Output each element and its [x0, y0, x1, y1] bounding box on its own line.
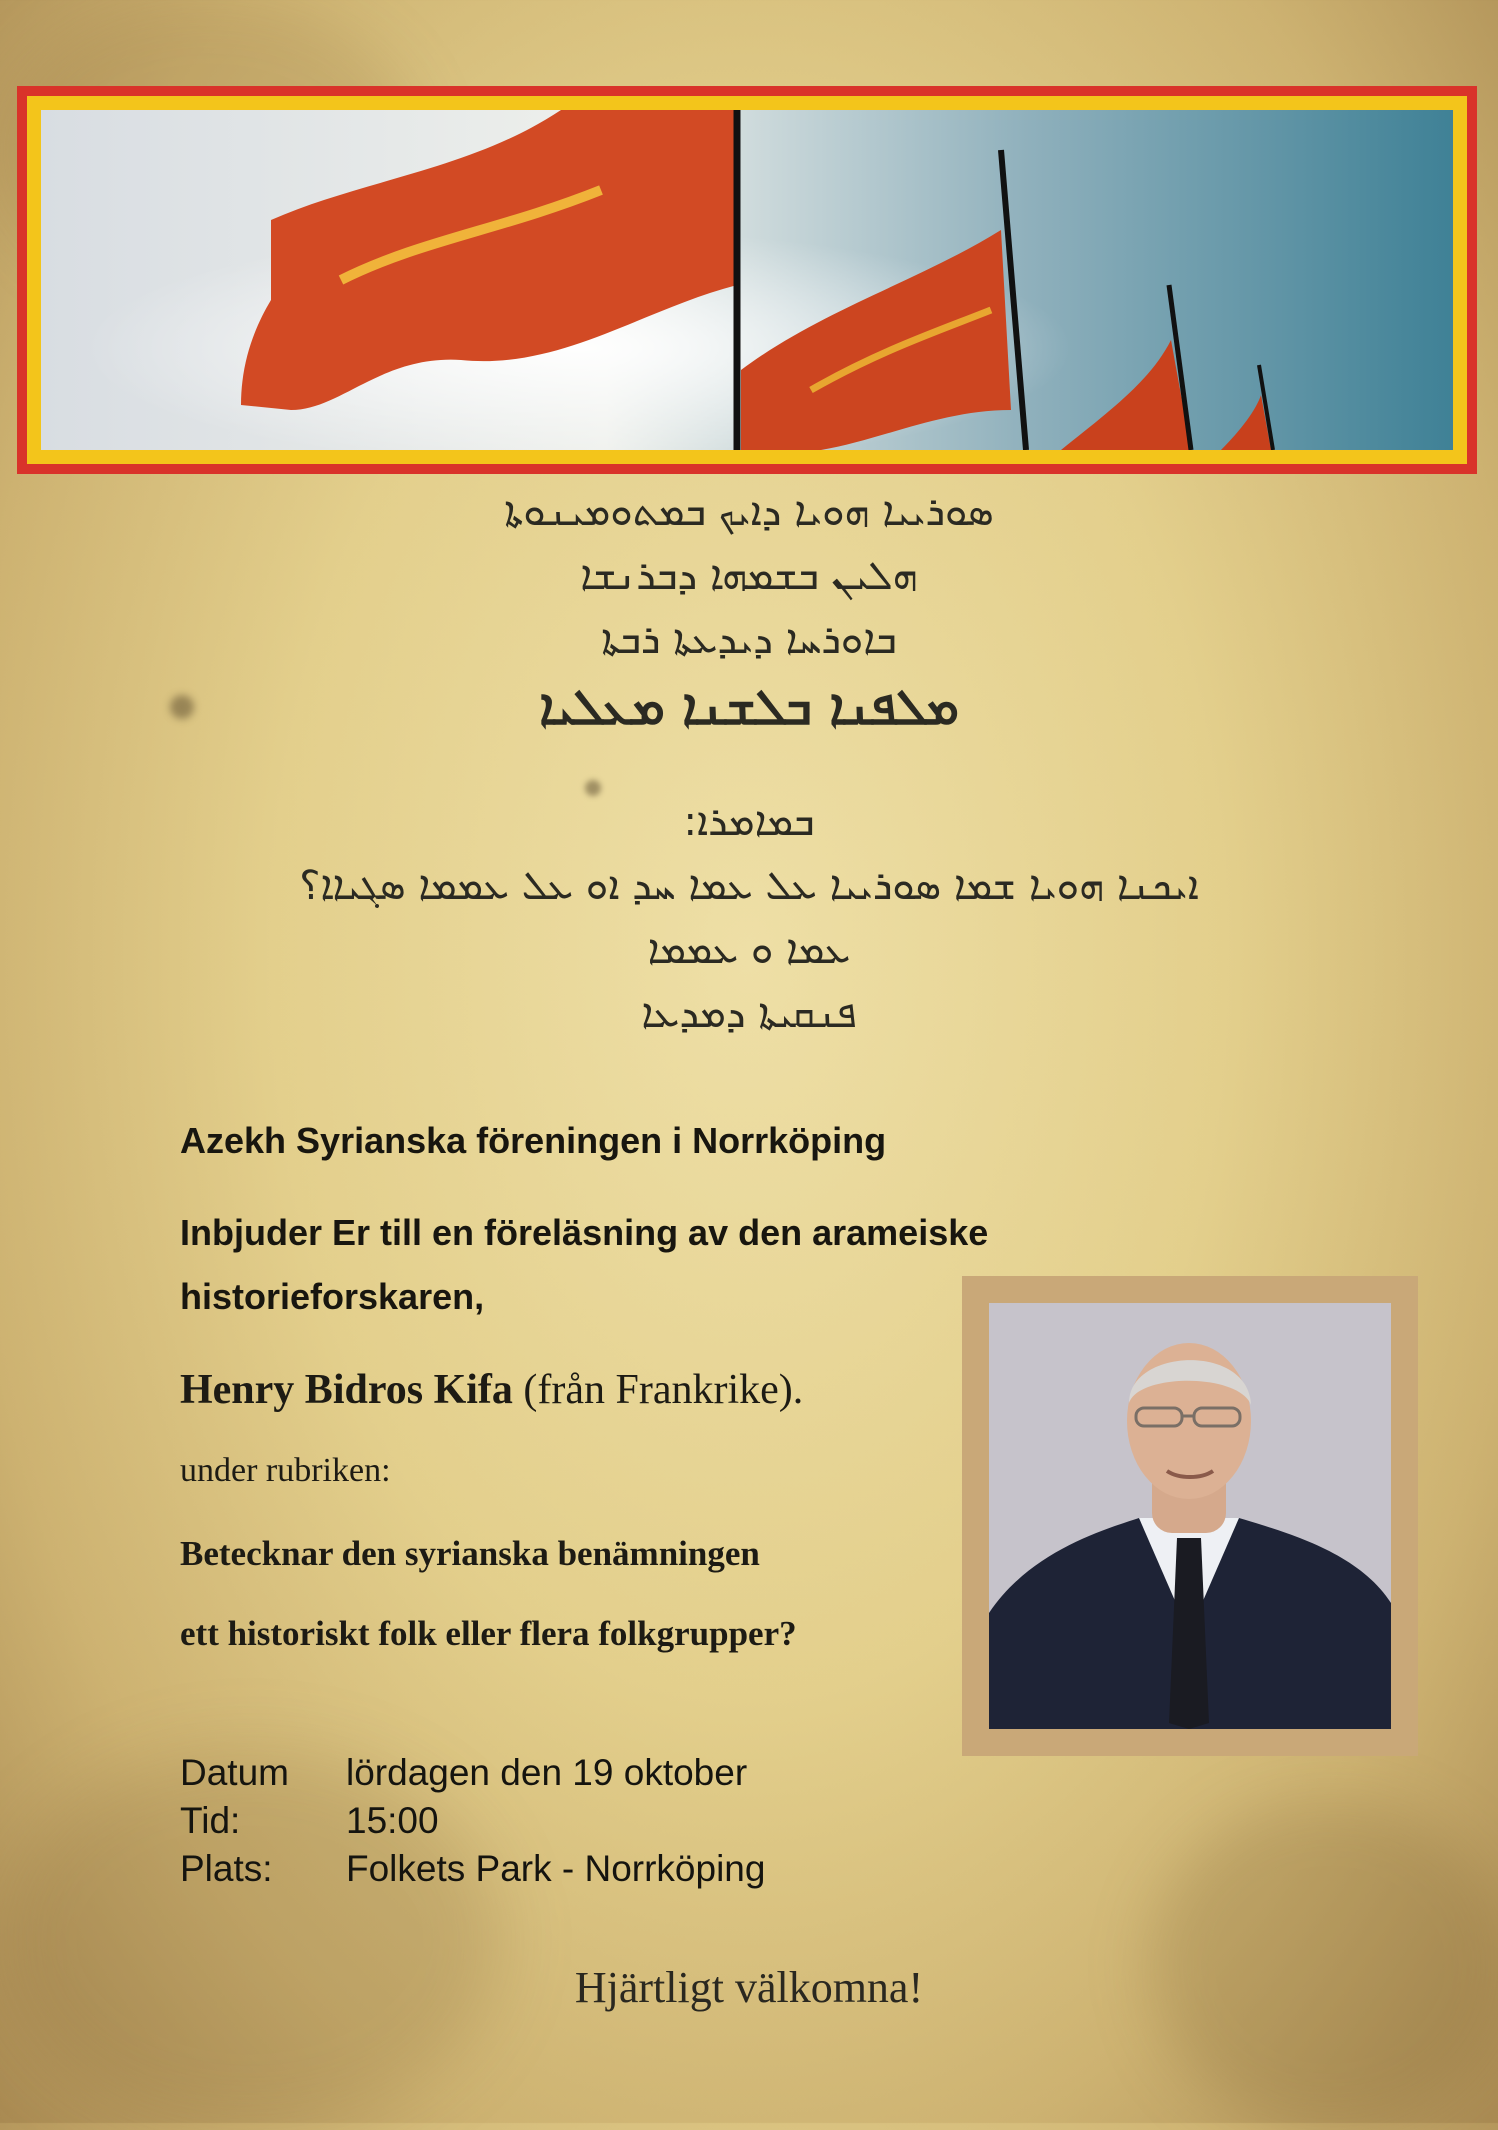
syriac-line: ܦܢܩܝܬܐ ܕܡܕܥܐ — [641, 991, 857, 1037]
syriac-line: ܒܐܘܪܚܐ ܕܝܕܥܬܐ ܪܒܬܐ — [601, 617, 897, 663]
syriac-line: ܣܘܪܝܝܐ ܗܘܝܐ ܕܐܝܟ ܒܡܬܘܡܝܢܘܬܐ — [504, 489, 994, 535]
syriac-line: ܥܡܐ ܘ ܥܡܡܐ — [647, 927, 851, 973]
detail-label: Plats: — [180, 1848, 273, 1889]
syriac-line: ܐܝܟܢܐ ܗܘܝܐ ܫܡܐ ܣܘܪܝܝܐ ܥܠ ܥܡܐ ܚܕ ܐܘ ܥܠ ܥܡܡܐ ܣܓܝܐܐ؟ — [299, 863, 1199, 909]
detail-value: 15:00 — [346, 1800, 439, 1841]
topic-line: ett historiskt folk eller flera folkgrupper? — [180, 1614, 797, 1653]
syriac-topic — [0, 790, 1498, 1046]
detail-label: Datum — [180, 1752, 289, 1793]
detail-label: Tid: — [180, 1800, 241, 1841]
topic-line: Betecknar den syrianska benämningen — [180, 1534, 760, 1573]
flags-photo — [41, 110, 1453, 450]
syriac-speaker-line: ܡܠܦܢܐ ܒܠܫܢܐ ܡܥܠܝܐ — [539, 678, 959, 736]
banner-inner-frame — [27, 96, 1467, 464]
invite-line: historieforskaren, — [180, 1276, 485, 1317]
detail-value: lördagen den 19 oktober — [346, 1752, 748, 1793]
syriac-line: ܒܡܐܡܪܐ: — [683, 799, 815, 845]
syriac-heading — [0, 480, 1498, 742]
syriac-line: ܗܠܝܢ ܒܫܡܗܐ ܕܒܪܢܫܐ — [580, 553, 918, 599]
speaker-photo — [989, 1303, 1391, 1729]
rubric-intro: under rubriken: — [180, 1452, 391, 1489]
invite-line: Inbjuder Er till en föreläsning av den arameiske — [180, 1212, 989, 1253]
speaker-photo-frame — [962, 1276, 1418, 1756]
speaker-origin: (från Frankrike). — [512, 1367, 804, 1413]
detail-value: Folkets Park - Norrköping — [346, 1848, 766, 1889]
organizer-line: Azekh Syrianska föreningen i Norrköping — [180, 1120, 887, 1161]
speaker-name: Henry Bidros Kifa — [180, 1367, 513, 1413]
flag-banner — [17, 86, 1477, 474]
speaker-line — [180, 1366, 803, 1414]
closing-greeting: Hjärtligt välkomna! — [574, 1963, 924, 2012]
